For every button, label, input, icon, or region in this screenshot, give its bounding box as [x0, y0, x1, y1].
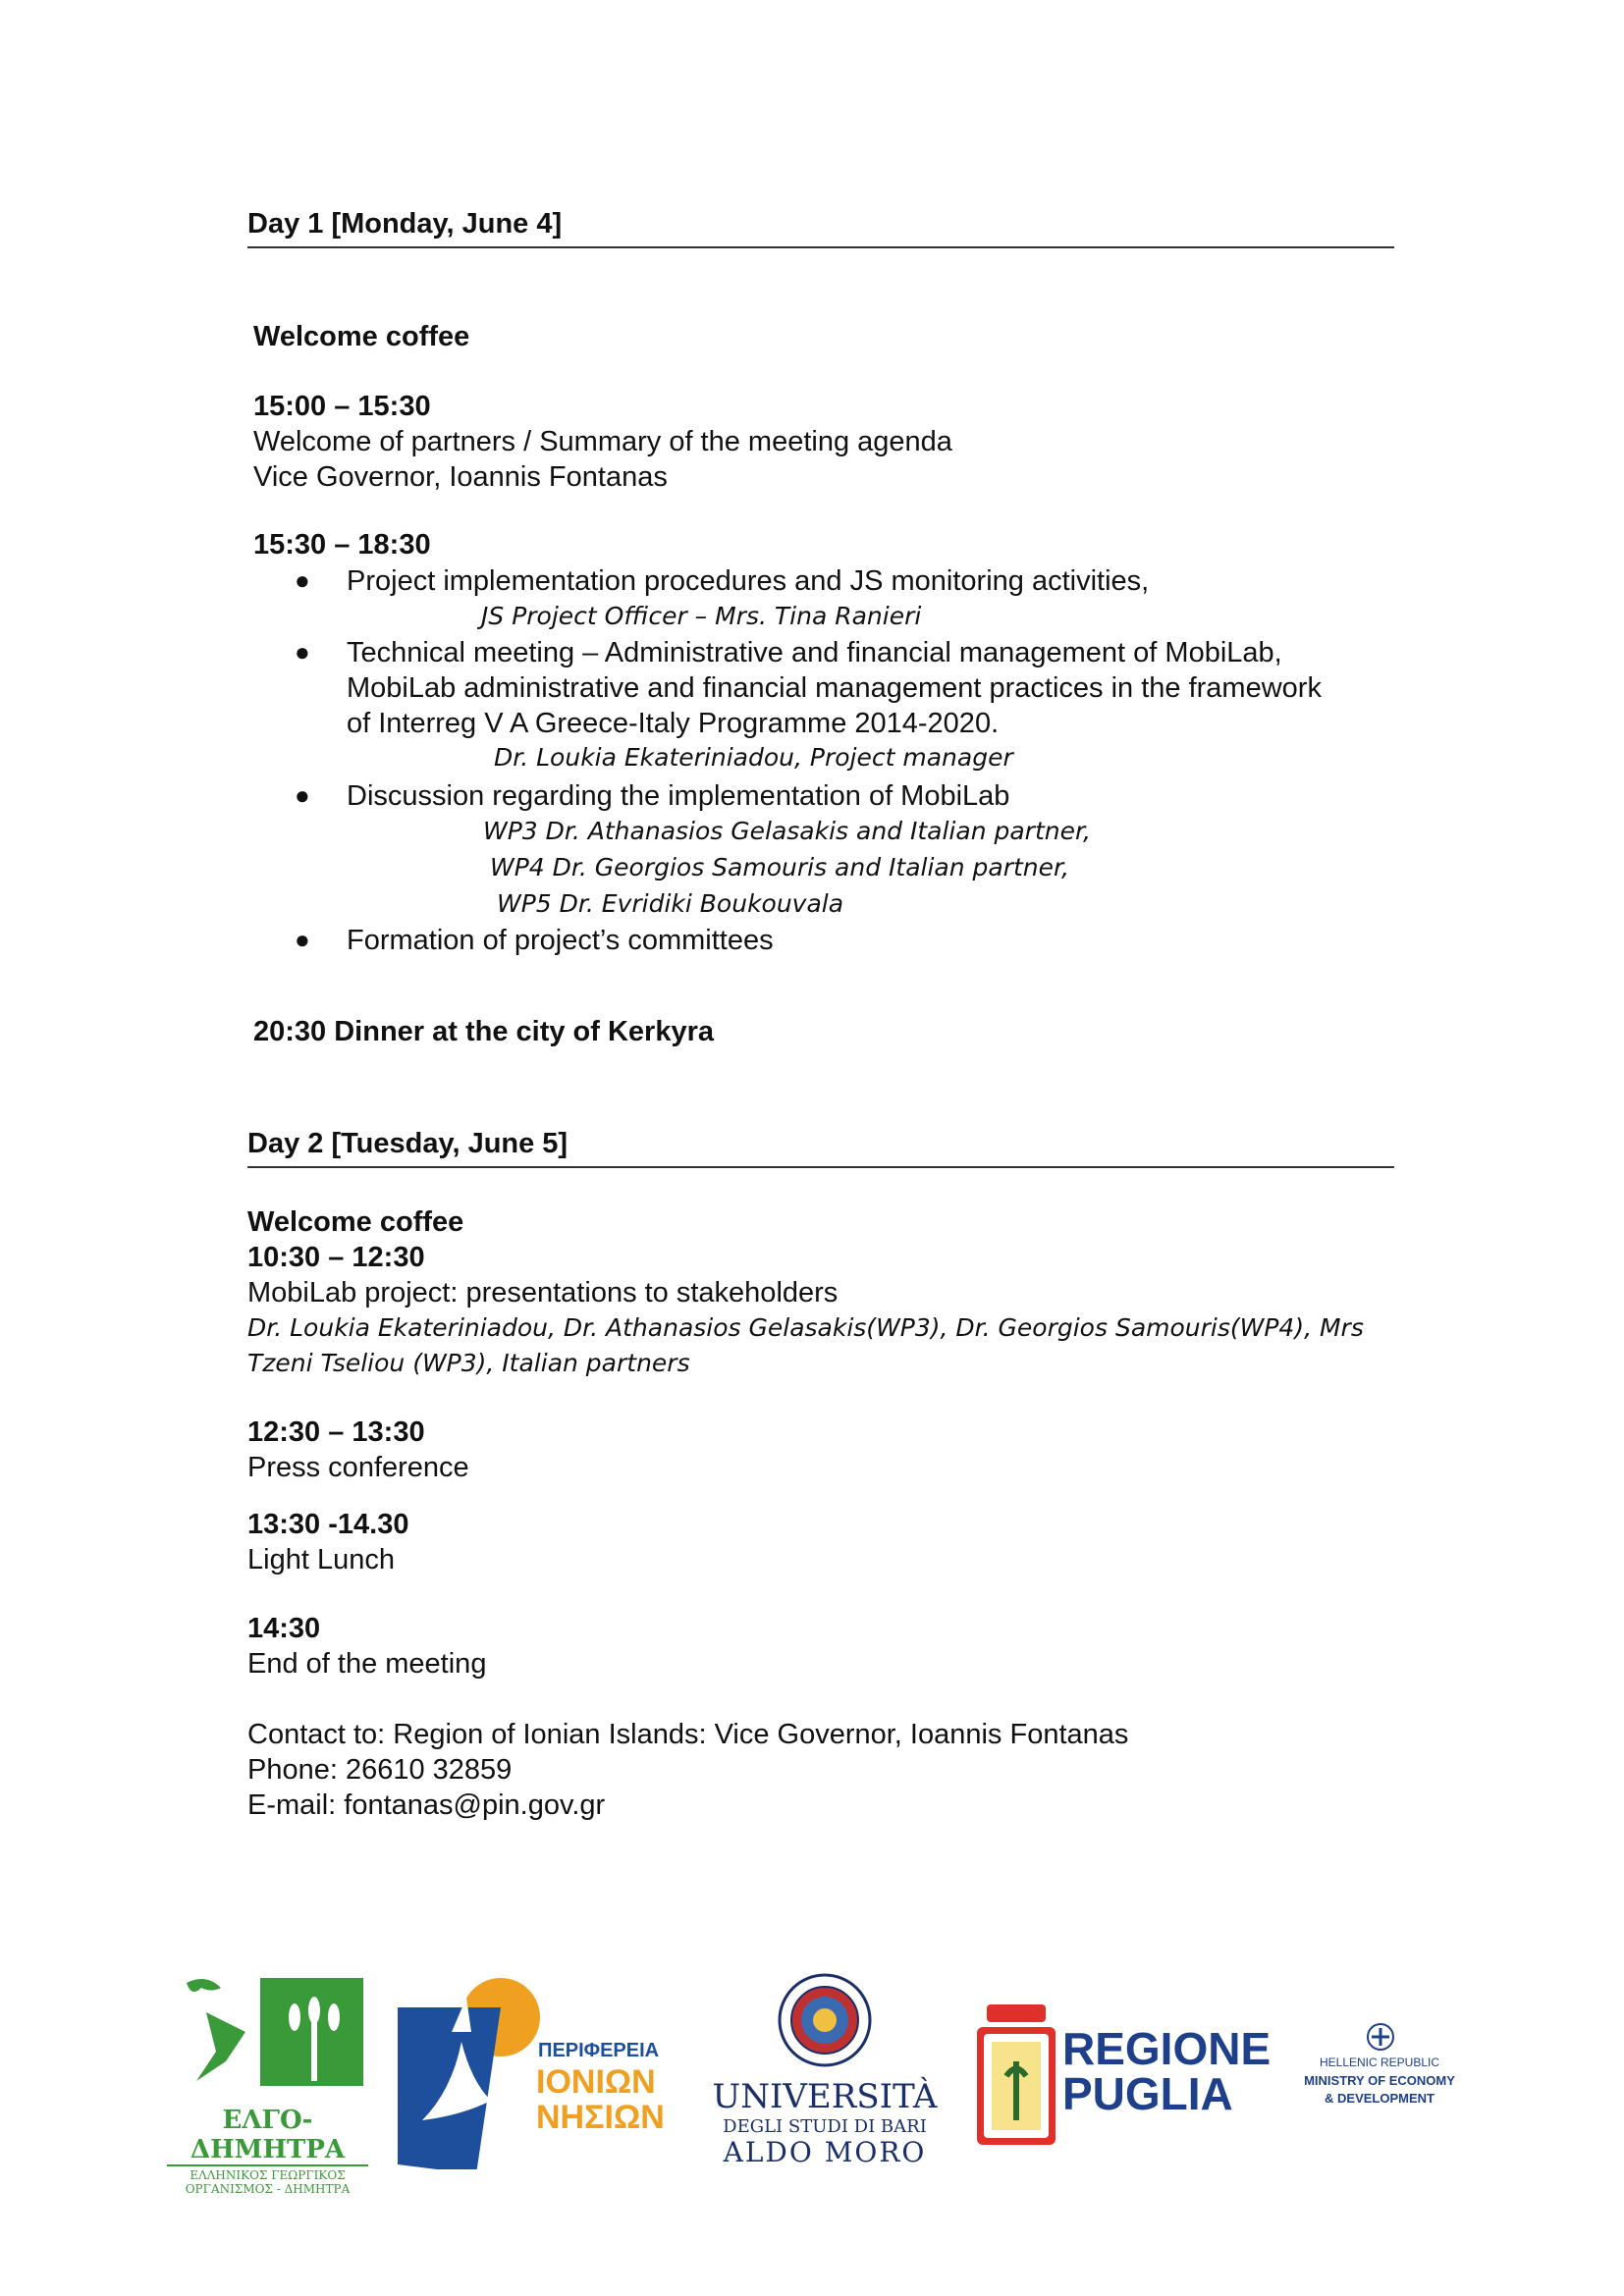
day2-slot2-title: Press conference — [247, 1452, 469, 1483]
speaker-line: WP4 Dr. Georgios Samouris and Italian partner, — [490, 853, 1069, 881]
ministry-line1: HELLENIC REPUBLIC — [1319, 2056, 1440, 2069]
bullet-icon: ● — [295, 925, 310, 954]
day1-welcome: Welcome coffee — [253, 321, 470, 352]
day2-header: Day 2 [Tuesday, June 5] — [247, 1128, 1394, 1168]
bari-line3: ALDO MORO — [723, 2136, 927, 2168]
bullet-icon: ● — [295, 637, 310, 667]
elgo-emblem-icon — [167, 1973, 368, 2101]
agenda-item: Discussion regarding the implementation of MobiLab — [347, 780, 1010, 812]
bari-line2: DEGLI STUDI DI BARI — [723, 2116, 927, 2137]
speaker-line: Dr. Loukia Ekateriniadou, Dr. Athanasios Gelasakis(WP3), Dr. Georgios Samouris(WP4), Mrs — [247, 1313, 1364, 1342]
day2-slot1-title: MobiLab project: presentations to stakeholders — [247, 1277, 839, 1308]
regione-puglia-logo — [972, 2002, 1272, 2160]
speaker-line: JS Project Officer – Mrs. Tina Ranieri — [481, 602, 922, 630]
ionian-line3: ΝΗΣΙΩΝ — [536, 2099, 665, 2136]
bari-line1: UNIVERSITÀ — [712, 2077, 938, 2116]
agenda-item: Project implementation procedures and JS monitoring activities, — [347, 565, 1150, 597]
day1-header: Day 1 [Monday, June 4] — [247, 208, 1394, 248]
contact-email: E-mail: fontanas@pin.gov.gr — [247, 1789, 606, 1821]
speaker-line: Tzeni Tseliou (WP3), Italian partners — [247, 1349, 690, 1377]
day1-slot1-line: Welcome of partners / Summary of the meeting agenda — [253, 426, 952, 457]
day1-slot1-line: Vice Governor, Ioannis Fontanas — [253, 461, 668, 493]
day2-slot4-title: End of the meeting — [247, 1648, 487, 1680]
day2-slot3-time: 13:30 -14.30 — [247, 1509, 409, 1540]
day2-slot2-time: 12:30 – 13:30 — [247, 1416, 425, 1448]
ionian-line2: ΙΟΝΙΩΝ — [536, 2063, 656, 2101]
day1-slot2-time: 15:30 – 18:30 — [253, 529, 431, 561]
agenda-item: Formation of project’s committees — [347, 925, 774, 956]
day1-dinner: 20:30 Dinner at the city of Kerkyra — [253, 1016, 715, 1047]
bullet-icon: ● — [295, 565, 310, 595]
ministry-line3: & DEVELOPMENT — [1325, 2091, 1435, 2106]
puglia-crest-icon — [972, 2002, 1060, 2150]
puglia-line1: REGIONE — [1062, 2023, 1272, 2074]
speaker-line: WP5 Dr. Evridiki Boukouvala — [497, 889, 844, 918]
puglia-line2: PUGLIA — [1062, 2068, 1233, 2119]
elgo-sub: ΕΛΛΗΝΙΚΟΣ ΓΕΩΡΓΙΚΟΣ — [189, 2168, 346, 2182]
day2-slot3-title: Light Lunch — [247, 1544, 395, 1575]
day1-slot1-time: 15:00 – 15:30 — [253, 391, 431, 422]
day2-welcome: Welcome coffee — [247, 1206, 464, 1238]
elgo-sub: ΟΡΓΑΝΙΣΜΟΣ - ΔΗΜΗΤΡΑ — [185, 2182, 351, 2196]
speaker-line: Dr. Loukia Ekateriniadou, Project manager — [494, 743, 1013, 772]
agenda-item: Technical meeting – Administrative and financial management of MobiLab, — [347, 637, 1282, 668]
day2-slot4-time: 14:30 — [247, 1613, 321, 1644]
bullet-icon: ● — [295, 780, 310, 810]
agenda-item-cont: MobiLab administrative and financial management practices in the framework — [347, 672, 1322, 704]
contact-line: Contact to: Region of Ionian Islands: Vice Governor, Ioannis Fontanas — [247, 1719, 1129, 1750]
ministry-economy-logo — [1281, 2022, 1478, 2130]
elgo-name: ΕΛΓΟ-ΔΗΜΗΤΡΑ — [167, 2106, 368, 2166]
ionian-region-logo — [393, 1973, 677, 2169]
university-bari-logo — [702, 1973, 947, 2169]
elgo-dimitra-logo — [167, 1973, 368, 2196]
day2-slot1-time: 10:30 – 12:30 — [247, 1242, 425, 1273]
agenda-item-cont: of Interreg V A Greece-Italy Programme 2014-2020. — [347, 708, 1000, 739]
ionian-line1: ΠΕΡΙΦΕΡΕΙΑ — [538, 2040, 660, 2061]
ministry-line2: MINISTRY OF ECONOMY — [1304, 2073, 1455, 2088]
greek-emblem-icon — [1366, 2022, 1395, 2052]
contact-phone: Phone: 26610 32859 — [247, 1754, 513, 1786]
university-seal-icon — [778, 1973, 872, 2067]
speaker-line: WP3 Dr. Athanasios Gelasakis and Italian partner, — [483, 817, 1091, 845]
